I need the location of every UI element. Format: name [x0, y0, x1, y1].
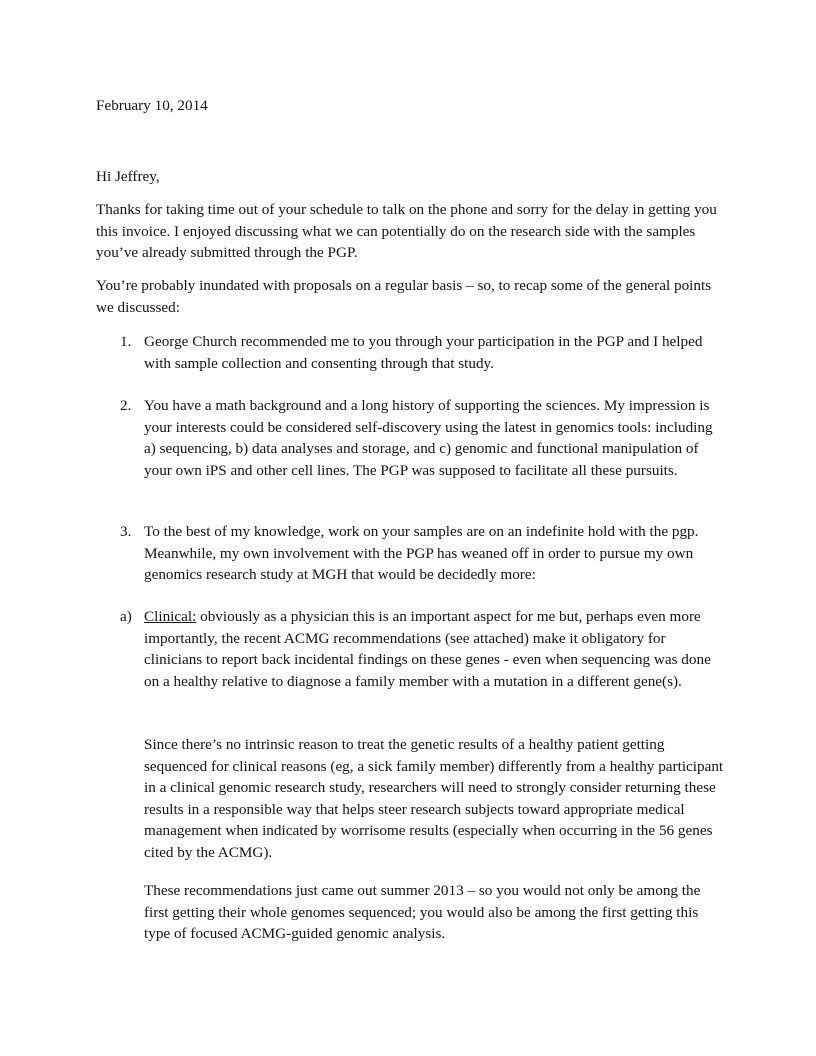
- clinical-heading: Clinical:: [144, 608, 197, 625]
- clinical-text: [144, 606, 724, 692]
- clinical-body: obviously as a physician this is an important aspect for me but, perhaps even more importantly, the recent ACMG recommendations (see attached) make it obligatory for clinicians to report back incidental findings on these genes - even when sequencing was done on a healthy relative to diagnose a family member with a mutation in a different gene(s).: [144, 608, 711, 690]
- paragraph-recap: You’re probably inundated with proposals on a regular basis – so, to recap some of the general points we discussed:: [96, 277, 712, 316]
- clinical-subparagraph-1: Since there’s no intrinsic reason to treat the genetic results of a healthy patient getting sequenced for clinical reasons (eg, a sick family member) differently from a healthy participant in a clinical genomic research study, researchers will need to strongly consider returning these results in a responsible way that helps steer research subjects toward appropriate medical management when indicated by worrisome results (especially when occurring in the 56 genes cited by the ACMG).: [144, 736, 724, 861]
- letter-date: February 10, 2014: [96, 97, 208, 114]
- list-item-text: George Church recommended me to you through your participation in the PGP and I helped with sample collection and consenting through that study.: [144, 333, 703, 372]
- list-item-text: To the best of my knowledge, work on your samples are on an indefinite hold with the pgp. Meanwhile, my own involvement with the PGP has weaned off in order to pursue my own genomics research study at MGH that would be decidedly more:: [144, 523, 699, 583]
- list-marker: 1.: [120, 333, 132, 350]
- list-marker: 3.: [120, 523, 132, 540]
- list-item-text: You have a math background and a long history of supporting the sciences. My impression is your interests could be considered self-discovery using the latest in genomics tools: including a) sequencing, b) data analyses and storage, and c) genomic and functional manipulation of your own iPS and other cell lines. The PGP was supposed to facilitate all these pursuits.: [144, 397, 713, 479]
- greeting: Hi Jeffrey,: [96, 168, 160, 185]
- clinical-subparagraph-2: These recommendations just came out summer 2013 – so you would not only be among the first getting their whole genomes sequenced; you would also be among the first getting this type of focused ACMG-guided genomic analysis.: [144, 882, 701, 942]
- list-marker: a): [120, 608, 132, 625]
- list-marker: 2.: [120, 397, 132, 414]
- paragraph-intro: Thanks for taking time out of your schedule to talk on the phone and sorry for the delay in getting you this invoice. I enjoyed discussing what we can potentially do on the research side with the samples you’ve already submitted through the PGP.: [96, 201, 717, 261]
